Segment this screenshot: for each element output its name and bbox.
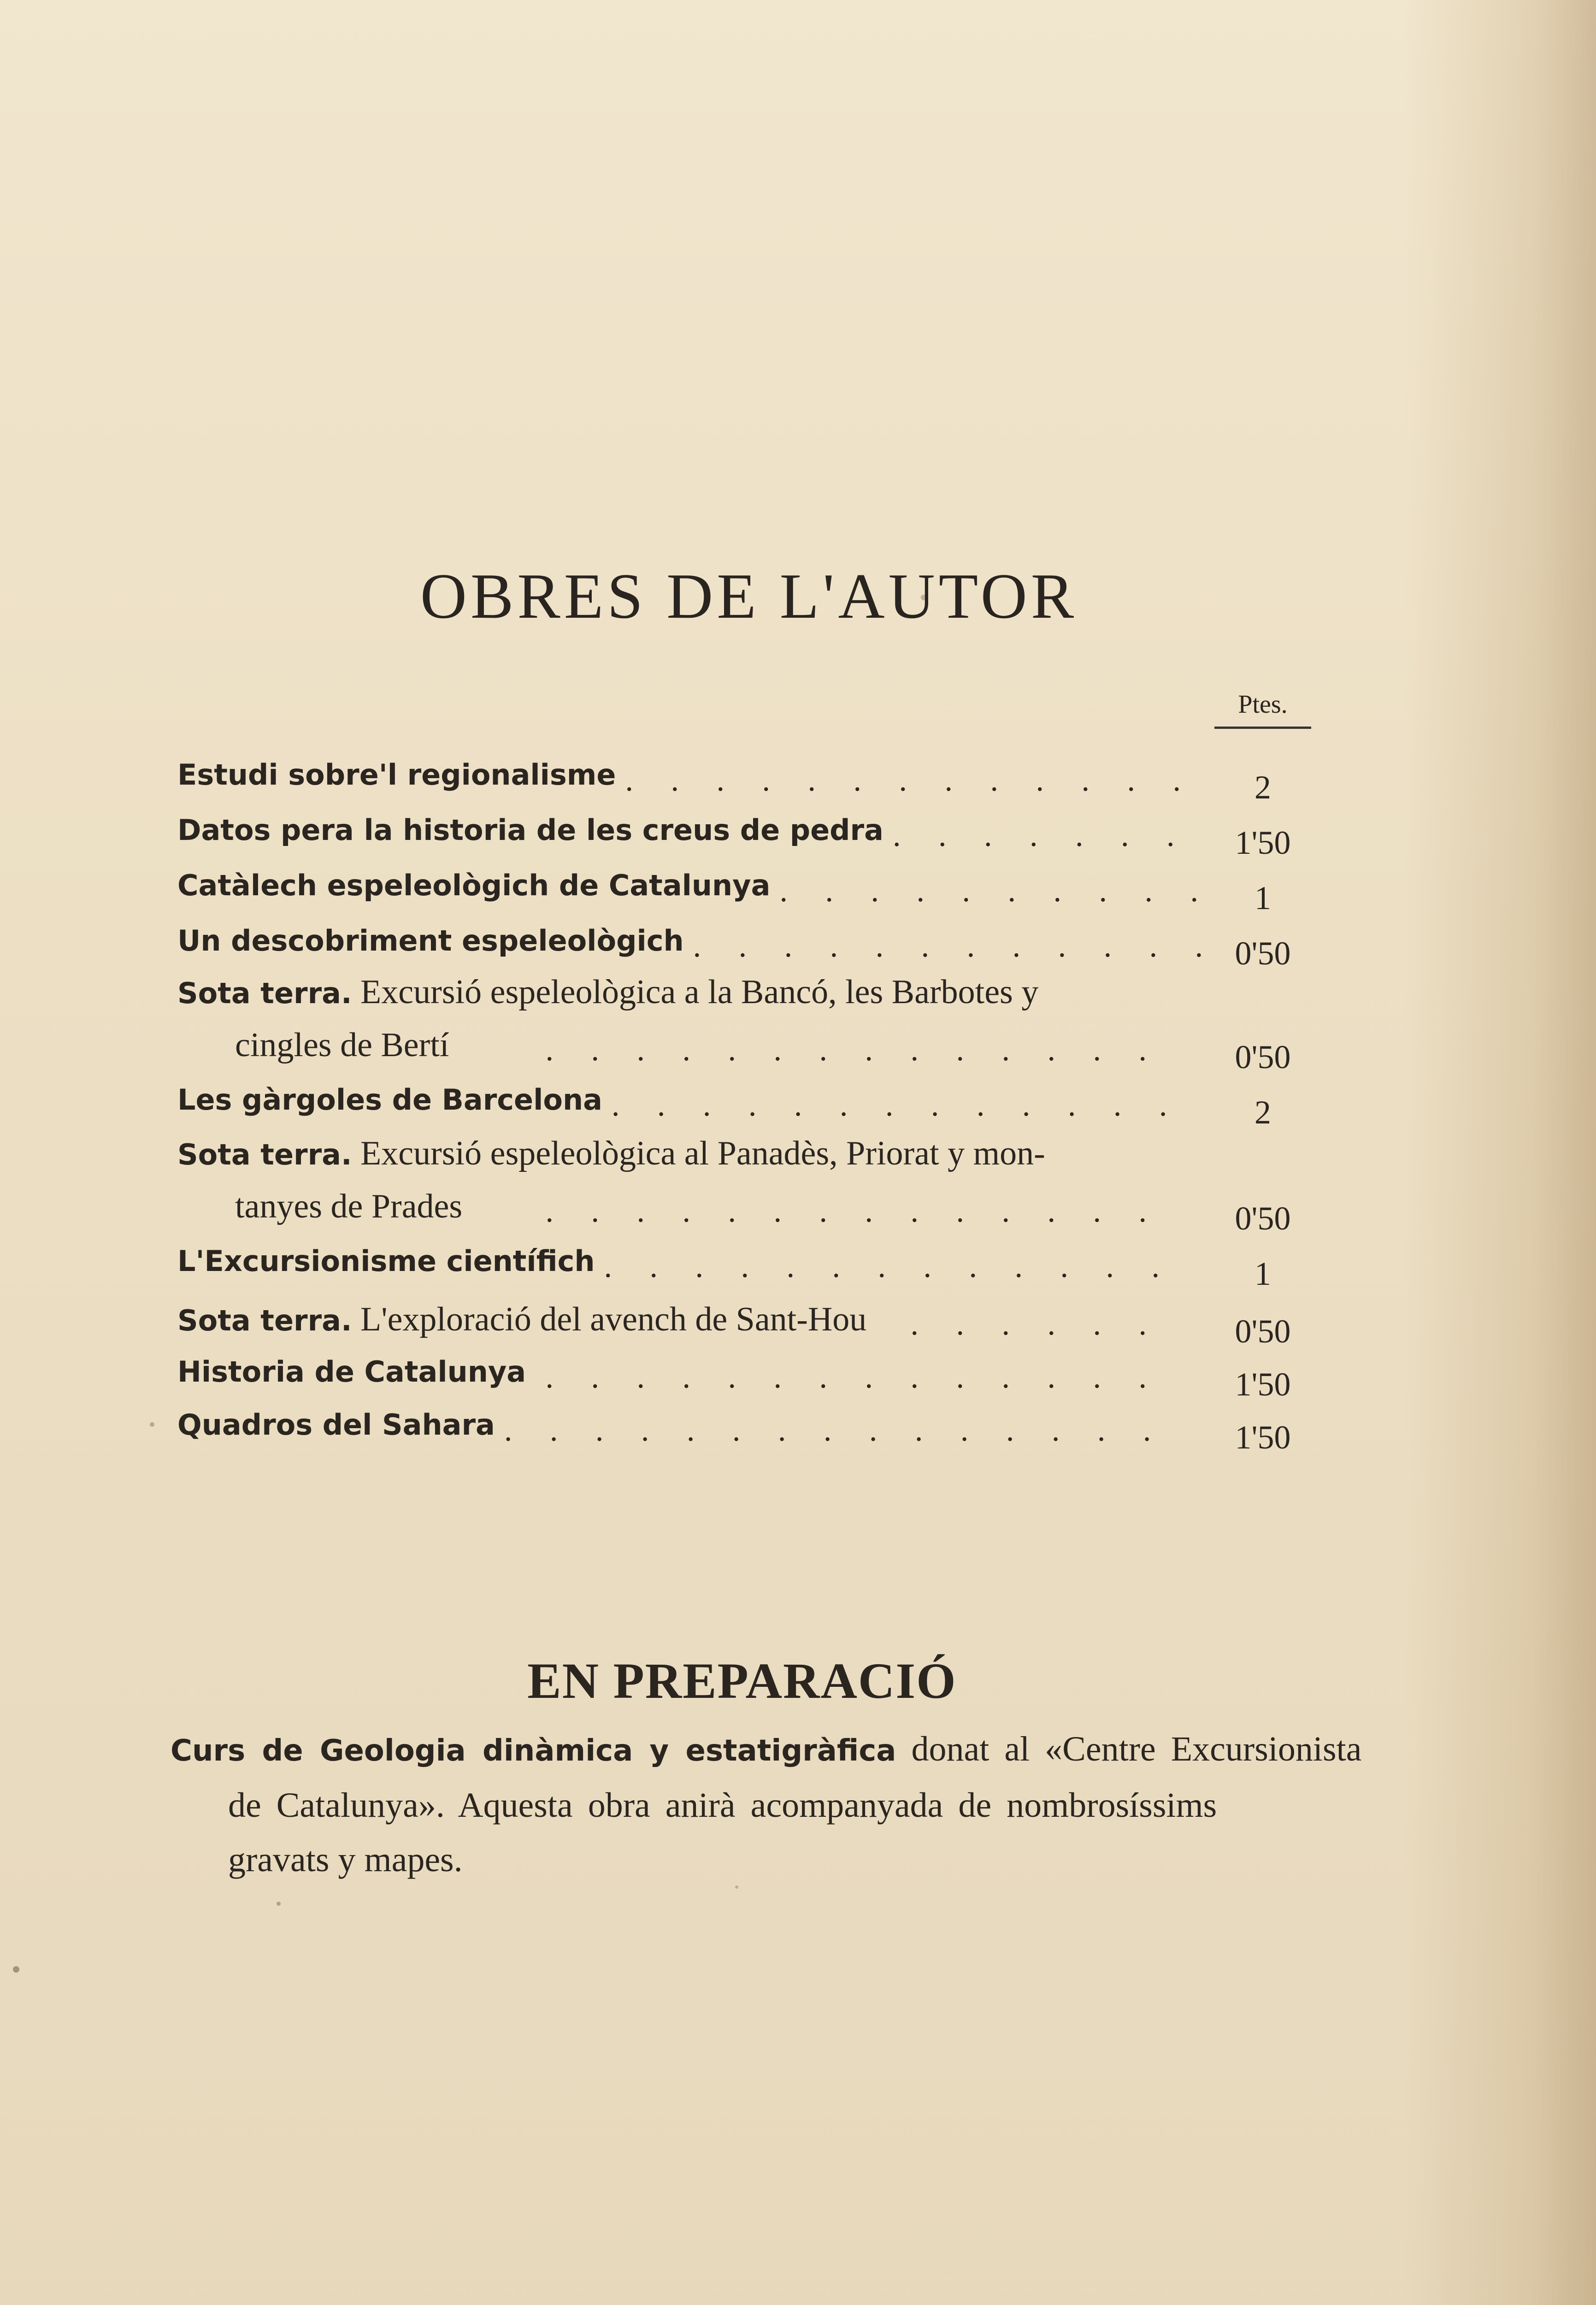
preparation-work-title: Curs de Geologia dinàmica y estatigràfica [171,1734,896,1768]
work-title-bold: Datos pera la historia de les creus de pedra [177,813,883,847]
work-title-bold: Estudi sobre'l regionalisme [177,758,616,792]
work-price: 2 [1254,1094,1271,1131]
work-title-text: Excursió espeleològica a la Bancó, les Barbotes y [352,973,1039,1011]
work-title [177,975,1038,1009]
preparation-line-2: de Catalunya». Aquesta obra anirà acompanyada de nombrosíssims [228,1786,1217,1825]
work-price: 2 [1254,769,1271,806]
work-price: 1'50 [1235,824,1291,861]
work-title-text: cingles de Bertí [235,1026,449,1064]
dot-leader: . . . . . . . . . . [779,873,1213,909]
work-title [177,1408,495,1440]
work-title [177,814,883,845]
dot-leader: . . . . . . . . . . . . . [611,1087,1182,1123]
page-title: OBRES DE L'AUTOR [420,560,1078,632]
dot-leader: . . . . . . . . . . . . . . . [504,1413,1166,1448]
work-title [177,869,770,900]
preparation-title: EN PREPARACIÓ [527,1653,957,1709]
dot-leader: . . . . . . . . . . . . [693,928,1218,964]
work-price: 0'50 [1235,1039,1291,1076]
dot-leader: . . . . . . . . . . . . . . [545,1032,1161,1068]
work-title-bold: Catàlech espeleològich de Catalunya [177,869,771,902]
work-title-bold: Sota terra. [177,1138,352,1171]
work-title-bold: Historia de Catalunya [177,1355,526,1389]
work-title-bold: L'Excursionisme científich [177,1244,595,1278]
currency-column-header: Ptes. [1214,692,1311,729]
dot-leader: . . . . . . . [892,818,1190,853]
dot-leader: . . . . . . [910,1306,1161,1342]
preparation-paragraph [171,1722,1362,1887]
work-title [177,1355,526,1387]
work-price: 1 [1254,1255,1271,1292]
dot-leader: . . . . . . . . . . . . . . [545,1359,1161,1395]
work-title [177,924,684,956]
work-title-bold: Sota terra. [177,976,352,1010]
work-title-bold: Quadros del Sahara [177,1408,495,1442]
work-title [177,758,616,790]
work-price: 1 [1254,880,1271,916]
work-price: 0'50 [1235,1313,1291,1350]
work-title-text: Excursió espeleològica al Panadès, Priorat y mon- [352,1135,1045,1172]
preparation-line-3: gravats y mapes. [228,1840,463,1879]
work-title-bold: Les gàrgoles de Barcelona [177,1083,602,1117]
dot-leader: . . . . . . . . . . . . . [625,762,1196,798]
work-title [177,1302,866,1336]
work-title-text: tanyes de Prades [235,1188,463,1225]
work-price: 0'50 [1235,935,1291,972]
dot-leader: . . . . . . . . . . . . . . [545,1194,1161,1229]
work-price: 1'50 [1235,1366,1291,1403]
work-title-text: L'exploració del avench de Sant-Hou [352,1300,867,1338]
work-title-bold: Un descobriment espeleològich [177,924,684,957]
preparation-line-1-rest: donat al «Centre Excursionista [896,1730,1362,1768]
work-title [177,1136,1045,1170]
preparation-line-1 [171,1722,1362,1778]
work-price: 0'50 [1235,1200,1291,1237]
work-title [177,1083,602,1115]
dot-leader: . . . . . . . . . . . . . [604,1249,1175,1284]
work-title [177,1245,595,1276]
work-title-bold: Sota terra. [177,1304,352,1337]
work-price: 1'50 [1235,1419,1291,1456]
